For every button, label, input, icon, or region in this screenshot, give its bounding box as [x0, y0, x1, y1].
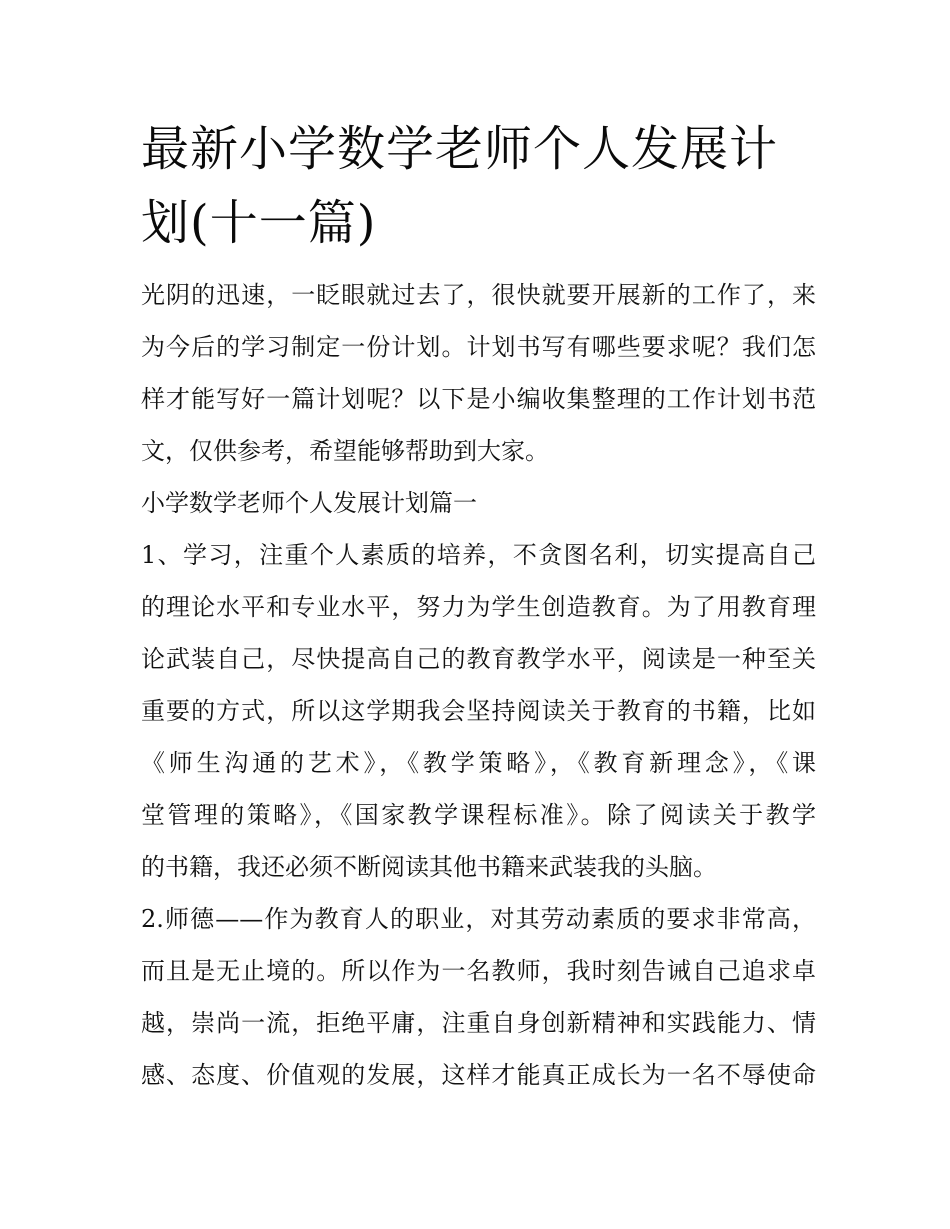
document-body [141, 112, 816, 1101]
item-1-line-3: 论武装自己，尽快提高自己的教育教学水平，阅读是一种至关 [141, 645, 816, 673]
intro-line-2: 为今后的学习制定一份计划。计划书写有哪些要求呢？我们怎 [141, 333, 816, 361]
intro-line-3: 样才能写好一篇计划呢？以下是小编收集整理的工作计划书范 [141, 385, 816, 413]
section-heading [141, 477, 816, 529]
intro-line-1: 光阴的迅速，一眨眼就过去了，很快就要开展新的工作了，来 [141, 281, 816, 309]
item-2-line-2: 而且是无止境的。所以作为一名教师，我时刻告诫自己追求卓 [141, 957, 816, 985]
title-line-2: 划(十一篇) [141, 195, 377, 251]
item-2-line-1: 2.师德——作为教育人的职业，对其劳动素质的要求非常高， [141, 905, 816, 933]
item-1-line-4: 重要的方式，所以这学期我会坚持阅读关于教育的书籍，比如 [141, 697, 816, 725]
intro-line-4: 文，仅供参考，希望能够帮助到大家。 [141, 437, 549, 465]
item-1-paragraph [141, 529, 816, 893]
item-1-line-6: 堂管理的策略》，《国家教学课程标准》。除了阅读关于教学 [141, 801, 816, 829]
item-2-line-4: 感、态度、价值观的发展，这样才能真正成长为一名不辱使命 [141, 1061, 816, 1089]
title-line-1: 最新小学数学老师个人发展计 [141, 121, 779, 177]
item-2-line-3: 越，崇尚一流，拒绝平庸，注重自身创新精神和实践能力、情 [141, 1009, 816, 1037]
item-1-line-5: 《师生沟通的艺术》，《教学策略》，《教育新理念》，《课 [141, 749, 816, 777]
document-title [141, 112, 816, 260]
intro-paragraph [141, 269, 816, 477]
section-heading-text: 小学数学老师个人发展计划篇一 [141, 489, 477, 517]
item-1-line-1: 1、学习，注重个人素质的培养，不贪图名利，切实提高自己 [141, 541, 816, 569]
item-1-line-7: 的书籍，我还必须不断阅读其他书籍来武装我的头脑。 [141, 853, 717, 881]
item-1-line-2: 的理论水平和专业水平，努力为学生创造教育。为了用教育理 [141, 593, 816, 621]
item-2-paragraph [141, 893, 816, 1101]
